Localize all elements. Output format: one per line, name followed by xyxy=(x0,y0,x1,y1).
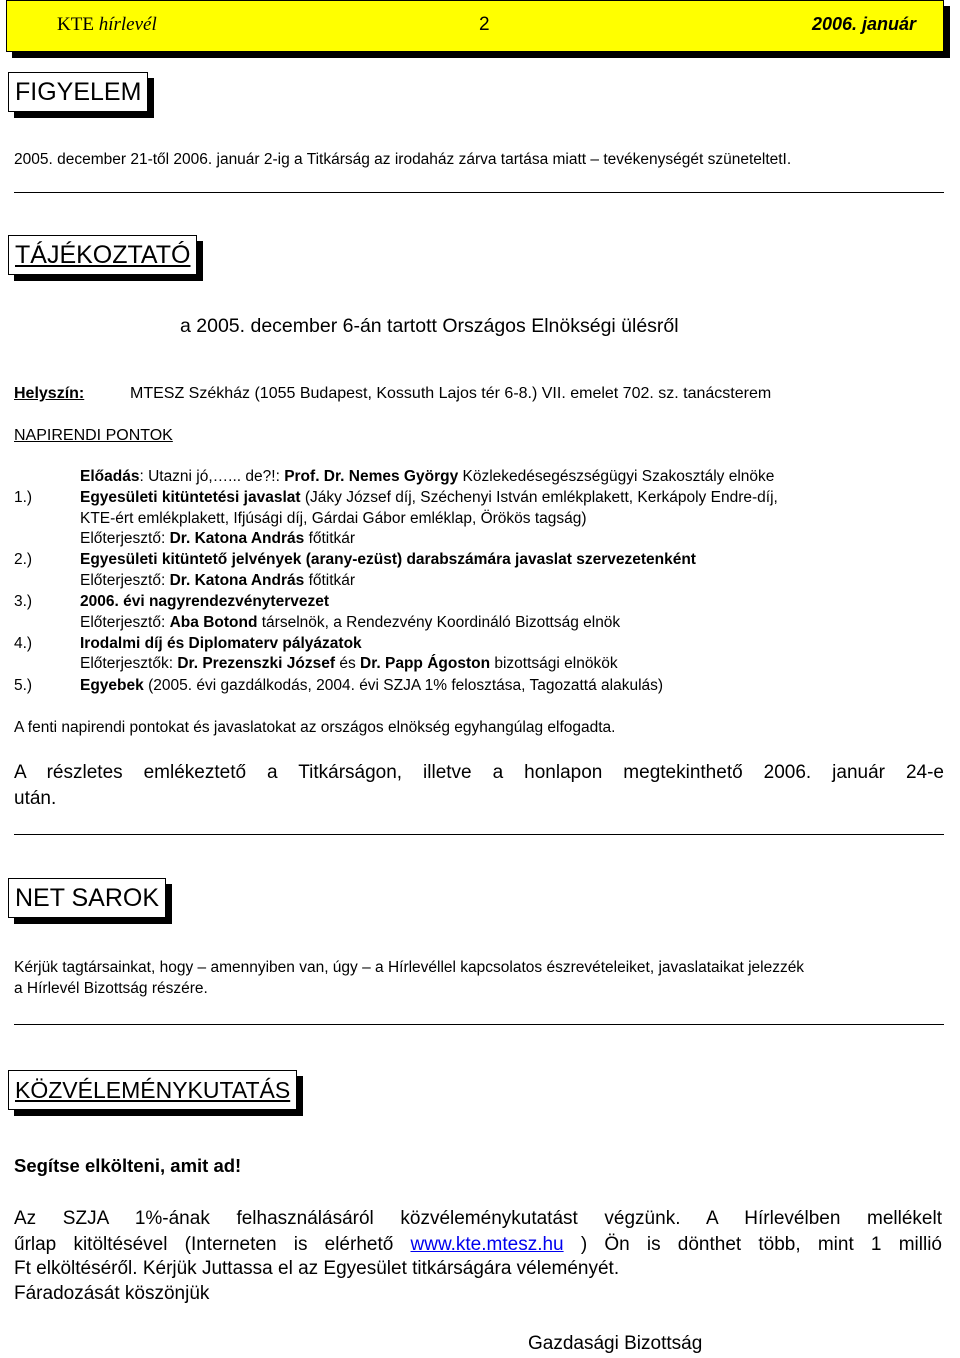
agenda-item-5-number: 5.) xyxy=(14,677,33,694)
reminder-line-2: után. xyxy=(14,788,57,809)
agenda-item-3-title: 2006. évi nagyrendezvénytervezet xyxy=(80,593,329,610)
lecture-speaker: Prof. Dr. Nemes György xyxy=(284,468,459,485)
section-title-tajekoztato: TÁJÉKOZTATÓ xyxy=(8,235,197,275)
page-number: 2 xyxy=(479,14,490,35)
agenda-item-4-number: 4.) xyxy=(14,635,33,652)
section-title-figyelem: FIGYELEM xyxy=(8,72,148,112)
presenter-name: Aba Botond xyxy=(169,614,258,631)
agenda-item-5-title: Egyebek xyxy=(80,677,144,694)
agenda-item-3-number: 3.) xyxy=(14,593,33,610)
agenda-item-4-presenter xyxy=(80,654,618,674)
agenda-item-2-presenter xyxy=(80,571,355,591)
presenter-name: Dr. Prezenszki József xyxy=(177,655,336,672)
lecture-line xyxy=(80,467,774,487)
agenda-item-4-title: Irodalmi díj és Diplomaterv pályázatok xyxy=(80,635,362,652)
agenda-item-1-detail-line2: KTE-ért emlékplakett, Ifjúsági díj, Gárdai Gábor emléklap, Örökös tagság) xyxy=(80,510,587,527)
newsletter-header xyxy=(6,0,944,52)
brand-hirlevel: hírlevél xyxy=(98,14,157,35)
agenda-item-1-presenter xyxy=(80,529,355,549)
location-value: MTESZ Székház (1055 Budapest, Kossuth Lajos tér 6-8.) VII. emelet 702. sz. tanácsterem xyxy=(130,385,772,402)
presenter-conjunction: és xyxy=(335,655,361,672)
agenda-item-1-detail: (Jáky József díj, Széchenyi István emlékplakett, Kerkápoly Endre-díj, xyxy=(300,489,778,506)
net-sarok-line-2: a Hírlevél Bizottság részére. xyxy=(14,980,208,997)
presenter-role: főtitkár xyxy=(304,572,356,589)
lecture-role: Közlekedésegészségügyi Szakosztály elnöke xyxy=(458,468,775,485)
section-title-kozvelemenykutatas: KÖZVÉLEMÉNYKUTATÁS xyxy=(8,1070,297,1110)
presenter-name: Dr. Katona András xyxy=(169,572,305,589)
presenter-role: társelnök, a Rendezvény Koordináló Bizottság elnök xyxy=(257,614,621,631)
signature: Gazdasági Bizottság xyxy=(528,1333,703,1354)
reminder-line-1: A részletes emlékeztető a Titkárságon, illetve a honlapon megtekinthető 2006. január 24-e xyxy=(14,762,944,783)
presenter-label: Előterjesztő: xyxy=(80,614,170,631)
divider xyxy=(14,1024,944,1025)
agenda-item-2-title: Egyesületi kitüntető jelvények (arany-ezüst) darabszámára javaslat szervezetenként xyxy=(80,551,696,568)
presenter-name: Dr. Papp Ágoston xyxy=(360,655,491,672)
survey-line-2 xyxy=(14,1232,942,1258)
lecture-label: Előadás xyxy=(80,468,140,485)
issue-date: 2006. január xyxy=(812,14,917,34)
location-label: Helyszín: xyxy=(14,385,85,402)
figyelem-text: 2005. december 21-től 2006. január 2-ig a Titkárság az irodaház zárva tartása miatt – tevékenységét szüneteltetI. xyxy=(14,151,792,168)
newsletter-brand xyxy=(57,14,157,36)
presenter-label: Előterjesztő: xyxy=(80,530,170,547)
presenter-name: Dr. Katona András xyxy=(169,530,305,547)
survey-line-1: Az SZJA 1%-ának felhasználásáról közvéleménykutatást végzünk. A Hírlevélben mellékelt xyxy=(14,1208,942,1229)
website-link[interactable]: www.kte.mtesz.hu xyxy=(410,1234,564,1255)
survey-line-3: Ft elköltéséről. Kérjük Juttassa el az Egyesület titkárságára véleményét. xyxy=(14,1258,620,1279)
agenda-label: NAPIRENDI PONTOK xyxy=(14,427,173,444)
lecture-title: : Utazni jó,…... de?!: xyxy=(139,468,285,485)
presenter-role: bizottsági elnökök xyxy=(490,655,618,672)
section-title-net-sarok: NET SAROK xyxy=(8,878,166,918)
agenda-item-3-presenter xyxy=(80,613,620,633)
survey-line-2-end: ) Ön is dönthet több, mint 1 millió xyxy=(580,1234,942,1255)
agenda-item-5-detail: (2005. évi gazdálkodás, 2004. évi SZJA 1% felosztása, Tagozattá alakulás) xyxy=(143,677,664,694)
survey-heading: Segítse elkölteni, amit ad! xyxy=(14,1155,242,1176)
agenda-item-1-title: Egyesületi kitüntetési javaslat xyxy=(80,489,301,506)
divider xyxy=(14,192,944,193)
thanks-text: Fáradozását köszönjük xyxy=(14,1283,210,1304)
approval-text: A fenti napirendi pontokat és javaslatokat az országos elnökség egyhangúlag elfogadta. xyxy=(14,719,616,736)
presenter-role: főtitkár xyxy=(304,530,356,547)
agenda-item-1 xyxy=(80,488,942,508)
meeting-subtitle: a 2005. december 6-án tartott Országos Elnökségi ülésről xyxy=(180,315,679,337)
presenter-label: Előterjesztő: xyxy=(80,572,170,589)
divider xyxy=(14,834,944,835)
survey-line-2-start: űrlap kitöltésével (Interneten is elérhető xyxy=(14,1234,411,1255)
agenda-item-5 xyxy=(80,676,663,696)
presenter-label: Előterjesztők: xyxy=(80,655,178,672)
agenda-item-2-number: 2.) xyxy=(14,551,33,568)
agenda-item-1-number: 1.) xyxy=(14,489,33,506)
net-sarok-line-1: Kérjük tagtársainkat, hogy – amennyiben van, úgy – a Hírlevéllel kapcsolatos észrevételeiket, javaslataikat jelezzék xyxy=(14,959,805,976)
brand-kte: KTE xyxy=(57,14,94,35)
